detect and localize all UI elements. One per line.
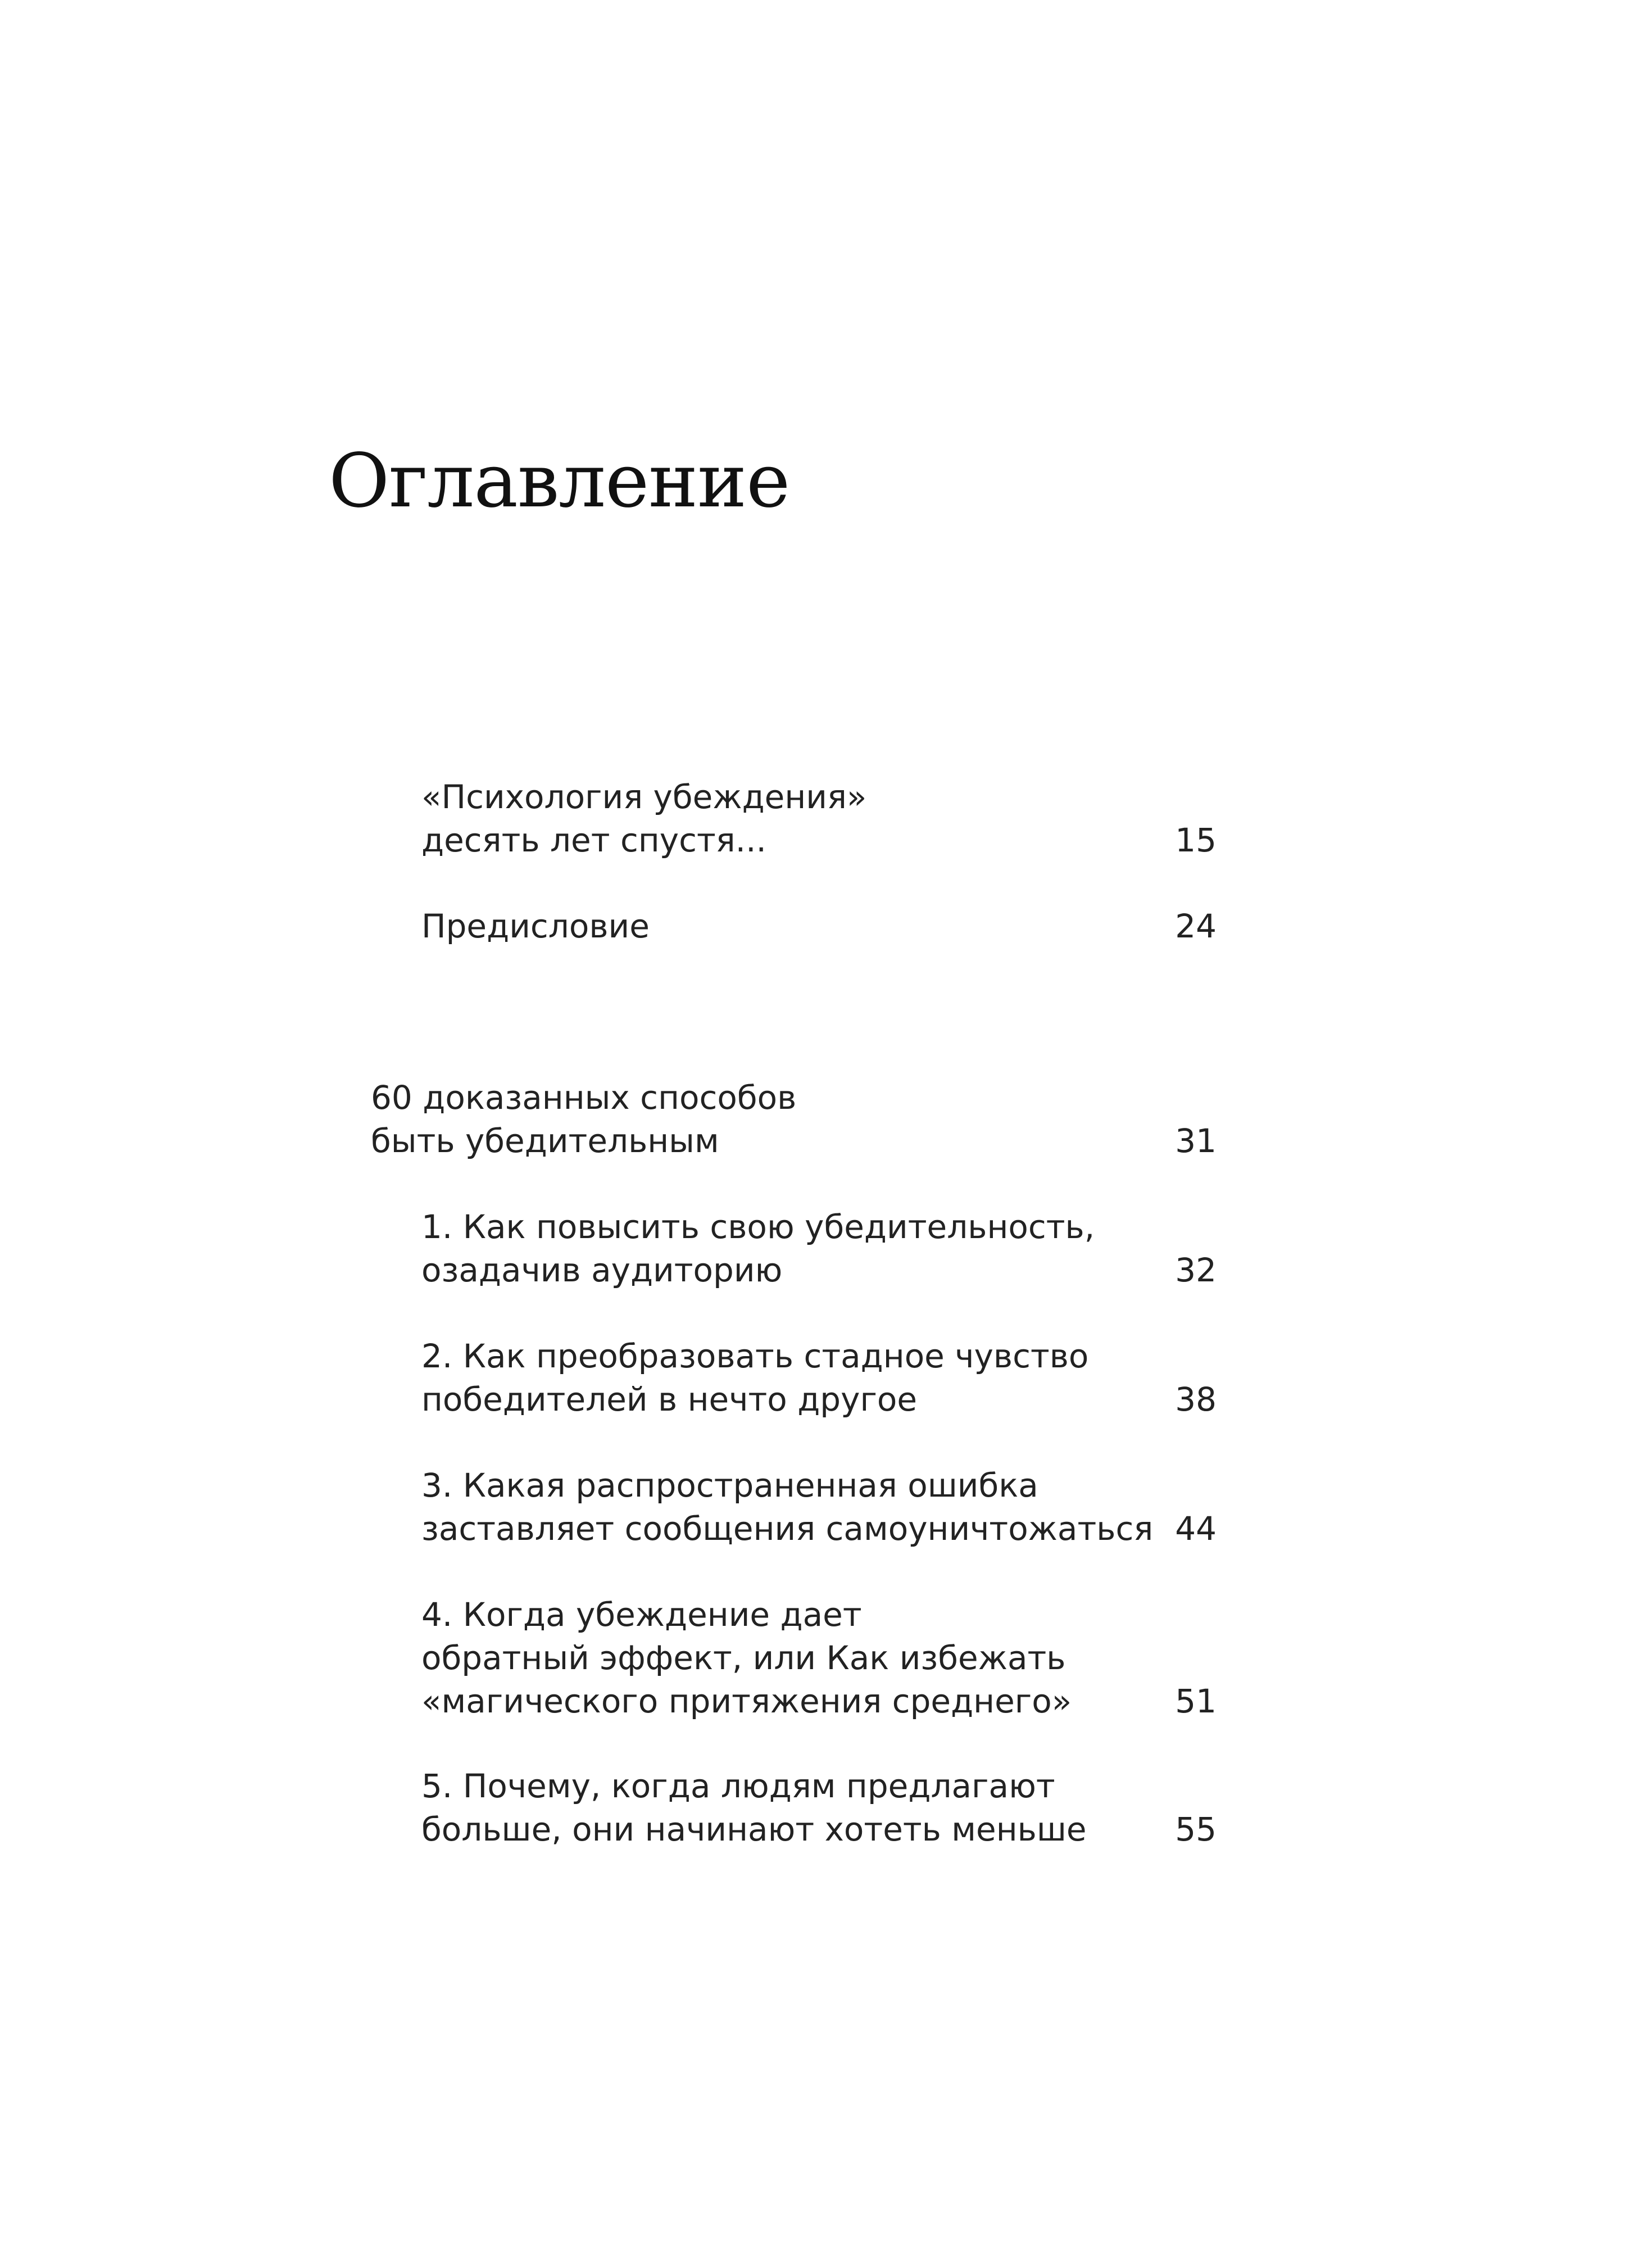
toc-entry-title-line: 4. Когда убеждение дает xyxy=(421,1596,862,1634)
toc-page-number: 51 xyxy=(1175,1682,1217,1720)
toc-entry-chapter-3[interactable] xyxy=(421,1464,1217,1551)
toc-page-number: 32 xyxy=(1175,1251,1217,1289)
toc-entry-title-line: заставляет сообщения самоуничтожаться xyxy=(421,1510,1154,1548)
toc-page-number: 55 xyxy=(1175,1810,1217,1848)
toc-entry-chapter-4[interactable] xyxy=(421,1593,1217,1723)
toc-page-number: 38 xyxy=(1175,1380,1217,1418)
toc-page-number: 31 xyxy=(1175,1122,1217,1160)
toc-entry-title-line: 5. Почему, когда людям предлагают xyxy=(421,1767,1055,1805)
toc-entry-title-line: Предисловие xyxy=(421,907,650,945)
toc-entry-chapter-5[interactable] xyxy=(421,1765,1217,1851)
toc-entry-title-line: десять лет спустя... xyxy=(421,821,766,859)
toc-entry-title-line: быть убедительным xyxy=(371,1122,719,1160)
toc-entry-title-line: больше, они начинают хотеть меньше xyxy=(421,1810,1087,1848)
toc-entry-title-line: озадачив аудиторию xyxy=(421,1251,783,1289)
toc-entry-preface[interactable] xyxy=(421,905,1217,948)
toc-entry-chapter-2[interactable] xyxy=(421,1335,1217,1421)
toc-entry-title-line: 3. Какая распространенная ошибка xyxy=(421,1466,1038,1504)
page-title: Оглавление xyxy=(329,438,790,524)
toc-entry-title-line: обратный эффект, или Как избежать xyxy=(421,1639,1066,1677)
toc-entry-title-line: «магического притяжения среднего» xyxy=(421,1682,1072,1720)
toc-entry-title-line: победителей в нечто другое xyxy=(421,1380,918,1418)
toc-page-number: 24 xyxy=(1175,907,1217,945)
toc-entry-title-line: 1. Как повысить свою убедительность, xyxy=(421,1208,1095,1246)
toc-entry-chapter-1[interactable] xyxy=(421,1205,1217,1292)
toc-page-number: 15 xyxy=(1175,821,1217,859)
toc-entry-foreword-anniversary[interactable] xyxy=(421,776,1217,862)
toc-entry-title-line: «Психология убеждения» xyxy=(421,778,867,816)
toc-page-number: 44 xyxy=(1175,1510,1217,1548)
toc-entry-title-line: 2. Как преобразовать стадное чувство xyxy=(421,1337,1089,1375)
toc-entry-title-line: 60 доказанных способов xyxy=(371,1078,797,1117)
toc-entry-part-60-ways[interactable] xyxy=(371,1076,1217,1163)
